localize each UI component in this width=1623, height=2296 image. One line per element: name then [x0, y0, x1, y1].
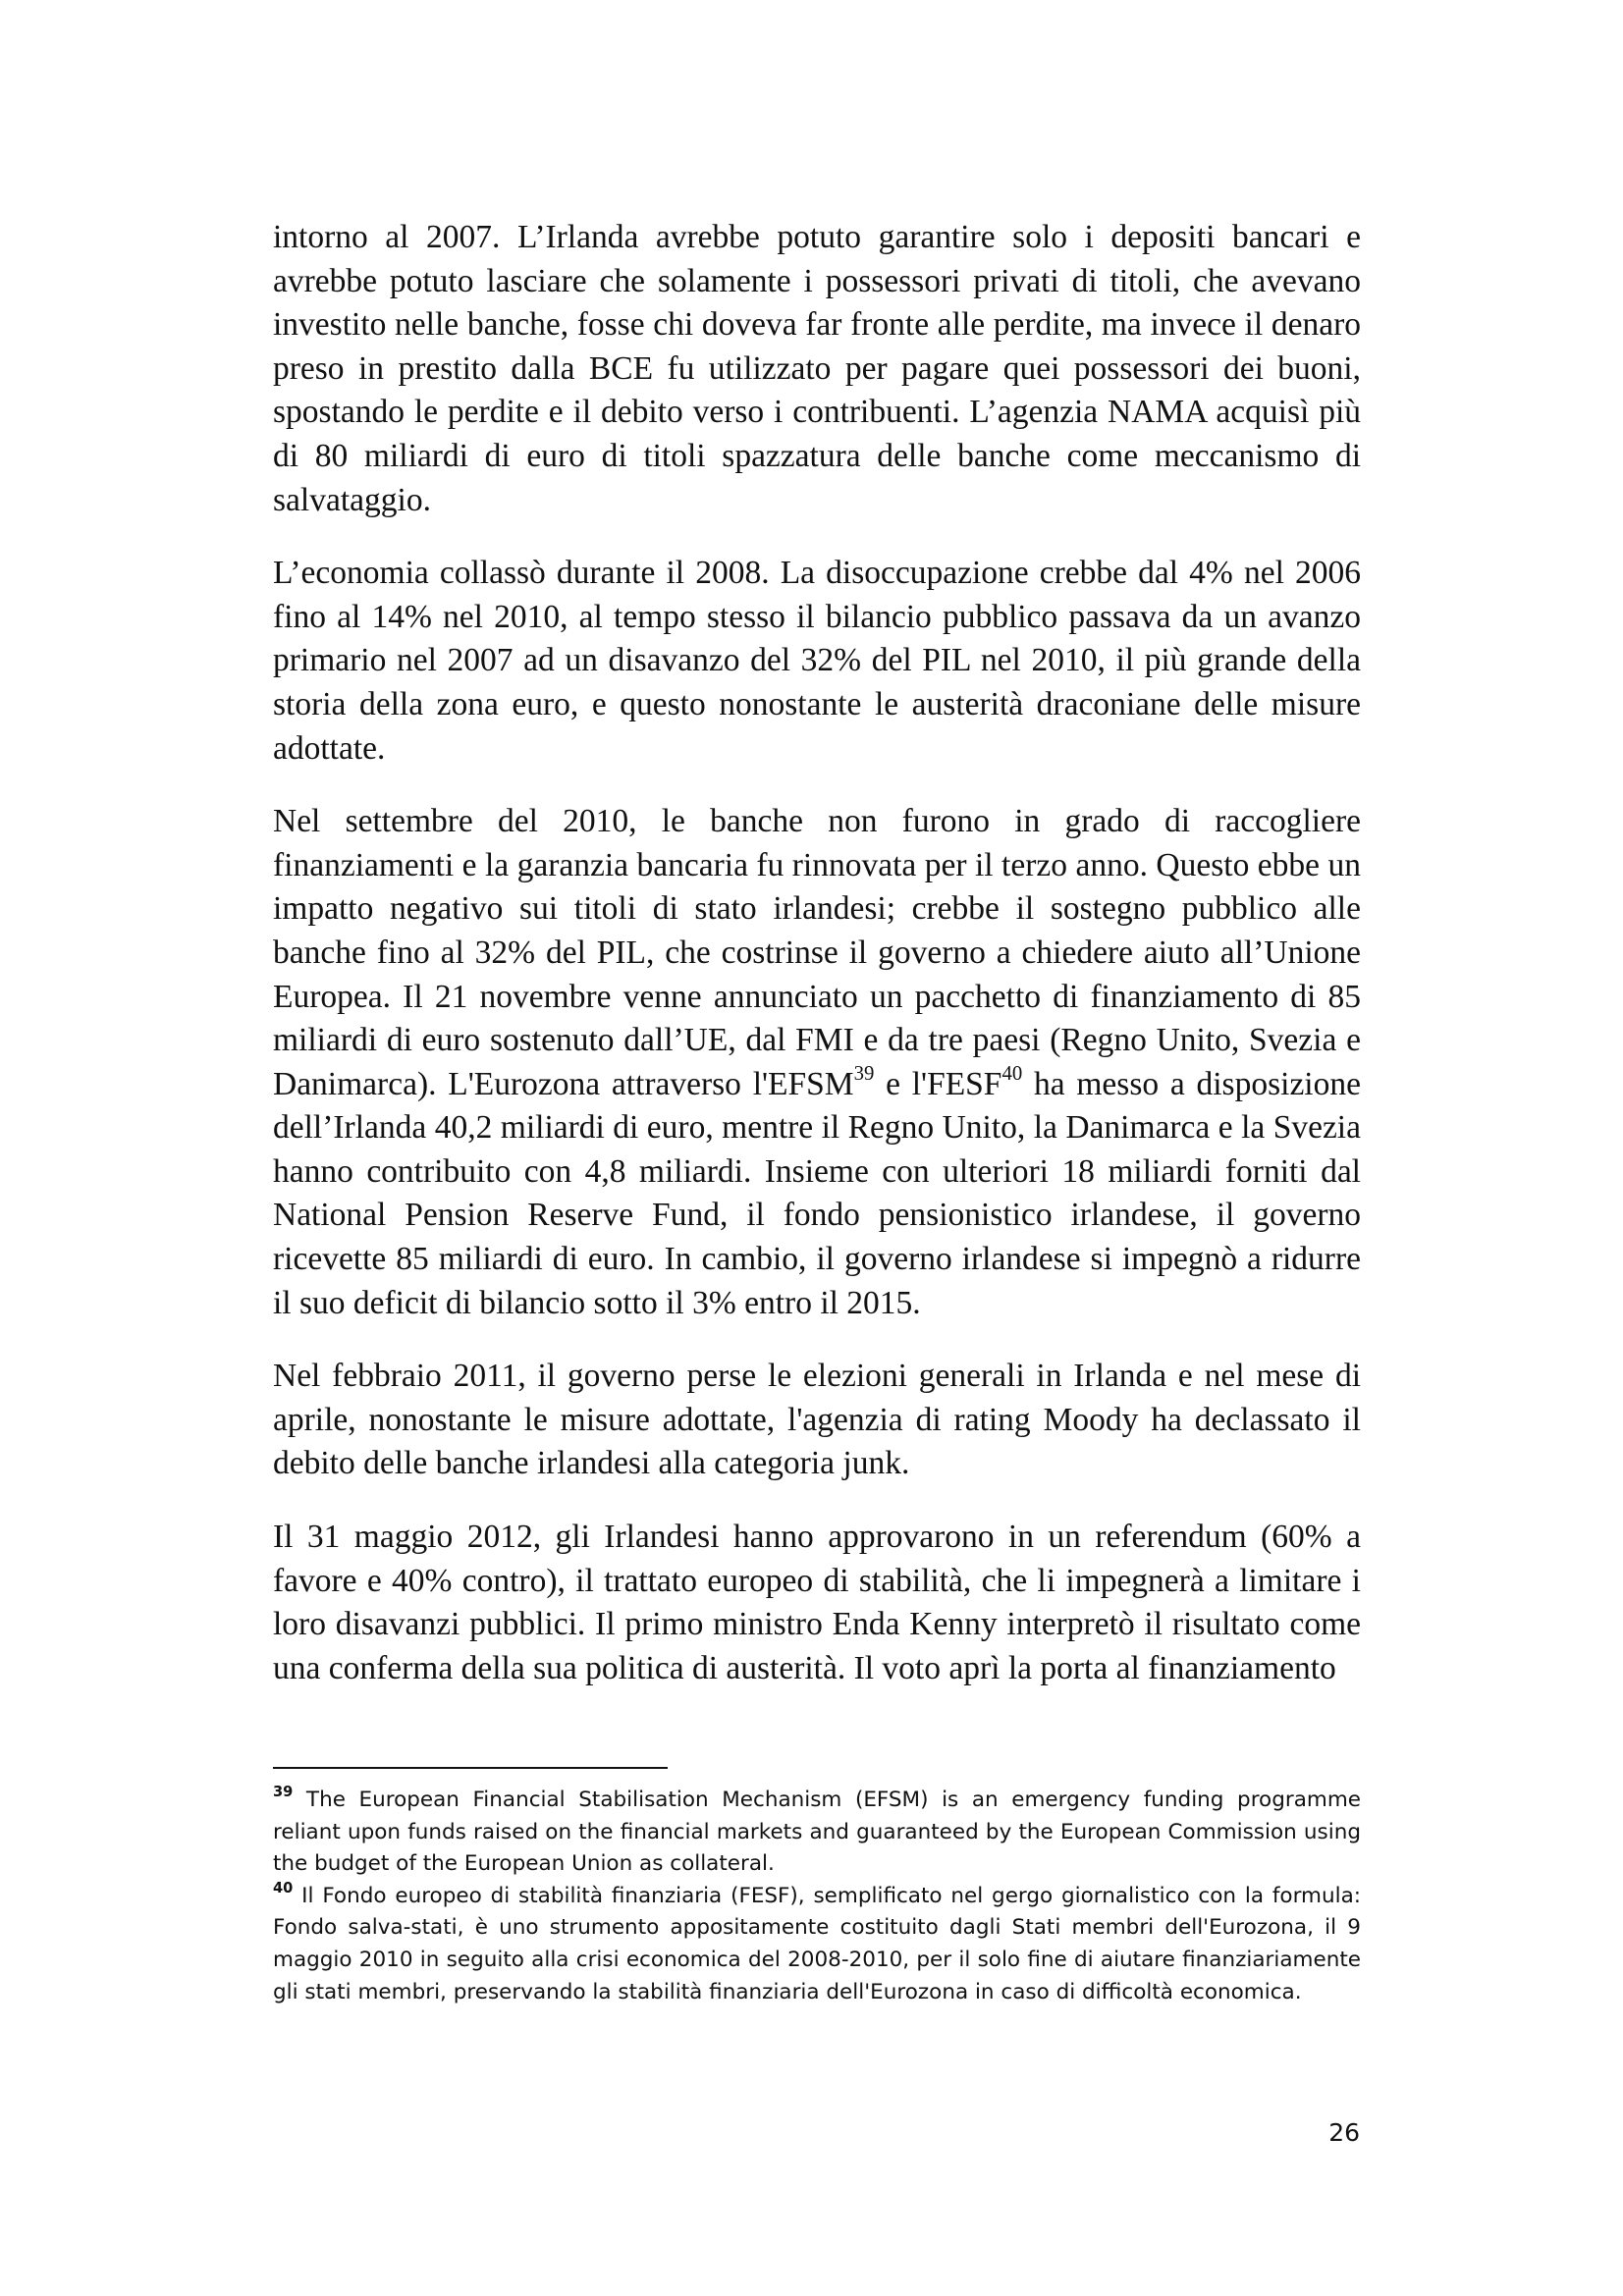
paragraph-3-part-3: ha messo a disposizione dell’Irlanda 40,2 miliardi di euro, mentre il Regno Unito, la Danimarca e la Svezia hanno contribuito con 4,8 miliardi. Insieme con ulteriori 18 miliardi forniti dal National Pension Reserve Fund, il fondo pensionistico irlandese, il governo ricevette 85 miliardi di euro. In cambio, il governo irlandese si impegnò a ridurre il suo deficit di bilancio sotto il 3% entro il 2015.	[273, 1065, 1361, 1321]
paragraph-3	[273, 800, 1361, 1325]
paragraph-3-part-1: Nel settembre del 2010, le banche non furono in grado di raccogliere finanziamenti e la garanzia bancaria fu rinnovata per il terzo anno. Questo ebbe un impatto negativo sui titoli di stato irlandesi; crebbe il sostegno pubblico alle banche fino al 32% del PIL, che costrinse il governo a chiedere aiuto all’Unione Europea. Il 21 novembre venne annunciato un pacchetto di finanziamento di 85 miliardi di euro sostenuto dall’UE, dal FMI e da tre paesi (Regno Unito, Svezia e Danimarca). L'Eurozona attraverso l'EFSM	[273, 803, 1361, 1102]
footnote-separator	[273, 1767, 668, 1769]
paragraph-1: intorno al 2007. L’Irlanda avrebbe potuto garantire solo i depositi bancari e avrebbe potuto lasciare che solamente i possessori privati di titoli, che avevano investito nelle banche, fosse chi doveva far fronte alle perdite, ma invece il denaro preso in prestito dalla BCE fu utilizzato per pagare quei possessori dei buoni, spostando le perdite e il debito verso i contribuenti. L’agenzia NAMA acquisì più di 80 miliardi di euro di titoli spazzatura delle banche come meccanismo di salvataggio.	[273, 219, 1361, 518]
footnote-ref-40[interactable]: 40	[1001, 1061, 1023, 1085]
footnote-39	[273, 1785, 1361, 1881]
page-number: 26	[1328, 2118, 1360, 2147]
footnote-40	[273, 1881, 1361, 2008]
paragraph-2: L’economia collassò durante il 2008. La disoccupazione crebbe dal 4% nel 2006 fino al 14% nel 2010, al tempo stesso il bilancio pubblico passava da un avanzo primario nel 2007 ad un disavanzo del 32% del PIL nel 2010, il più grande della storia della zona euro, e questo nonostante le austerità draconiane delle misure adottate.	[273, 555, 1361, 767]
body-text	[273, 216, 1361, 1690]
footnote-number-39: 39	[273, 1783, 294, 1800]
footnote-number-40: 40	[273, 1879, 294, 1896]
paragraph-5: Il 31 maggio 2012, gli Irlandesi hanno approvarono in un referendum (60% a favore e 40% contro), il trattato europeo di stabilità, che li impegnerà a limitare i loro disavanzi pubblici. Il primo ministro Enda Kenny interpretò il risultato come una conferma della sua politica di austerità. Il voto aprì la porta al finanziamento	[273, 1519, 1361, 1686]
paragraph-4: Nel febbraio 2011, il governo perse le elezioni generali in Irlanda e nel mese di aprile, nonostante le misure adottate, l'agenzia di rating Moody ha declassato il debito delle banche irlandesi alla categoria junk.	[273, 1358, 1361, 1482]
paragraph-3-part-2: e l'FESF	[874, 1065, 1002, 1102]
footnotes	[273, 1785, 1361, 2008]
footnote-39-text: The European Financial Stabilisation Mechanism (EFSM) is an emergency funding programme reliant upon funds raised on the financial markets and guaranteed by the European Commission using the budget of the European Union as collateral.	[273, 1788, 1361, 1877]
footnote-ref-39[interactable]: 39	[853, 1061, 875, 1085]
footnote-40-text: Il Fondo europeo di stabilità finanziaria (FESF), semplificato nel gergo giornalistico con la formula: Fondo salva-stati, è uno strumento appositamente costituito dagli Stati membri dell'Eurozona, il 9 maggio 2010 in seguito alla crisi economica del 2008-2010, per il solo fine di aiutare finanziariamente gli stati membri, preservando la stabilità finanziaria dell'Eurozona in caso di difficoltà economica.	[273, 1883, 1361, 2004]
